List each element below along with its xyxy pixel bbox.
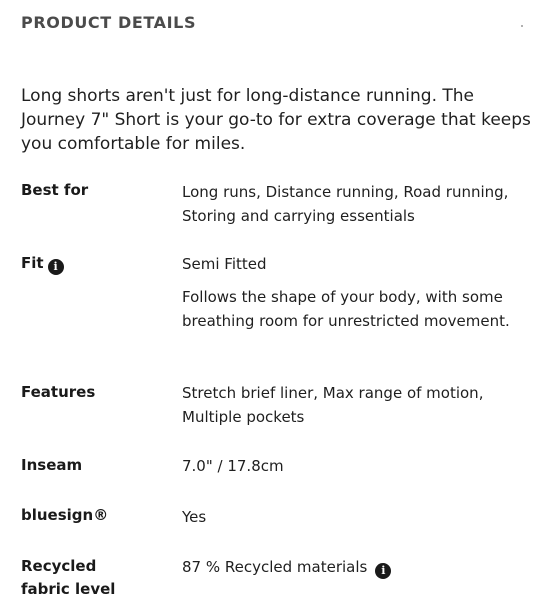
product-description: Long shorts aren't just for long-distance running. The Journey 7" Short is your go-to for extra coverage that keeps you comfortable for miles. bbox=[21, 86, 531, 154]
best-for-label: Best for bbox=[21, 181, 89, 199]
bluesign-value: Yes bbox=[182, 508, 207, 526]
inseam-label: Inseam bbox=[21, 456, 83, 474]
recycled-fabric-row bbox=[182, 555, 537, 579]
fit-description: Follows the shape of your body, with some breathing room for unrestricted movement. bbox=[182, 288, 510, 330]
fit-label-row bbox=[21, 252, 64, 275]
features-value: Stretch brief liner, Max range of motion, Multiple pockets bbox=[182, 384, 484, 426]
fit-label: Fit bbox=[21, 254, 44, 272]
collapse-toggle-icon[interactable] bbox=[521, 25, 523, 27]
best-for-value: Long runs, Distance running, Road running, Storing and carrying essentials bbox=[182, 183, 509, 225]
recycled-fabric-label: Recycled fabric level bbox=[21, 557, 116, 598]
fit-value: Semi Fitted bbox=[182, 255, 267, 273]
recycled-fabric-value: 87 % Recycled materials bbox=[182, 558, 368, 576]
fit-info-icon[interactable]: i bbox=[48, 259, 64, 275]
features-label: Features bbox=[21, 383, 96, 401]
recycled-info-icon[interactable]: i bbox=[375, 563, 391, 579]
inseam-value: 7.0" / 17.8cm bbox=[182, 457, 284, 475]
bluesign-label: bluesign® bbox=[21, 506, 109, 524]
section-title: PRODUCT DETAILS bbox=[21, 13, 197, 32]
